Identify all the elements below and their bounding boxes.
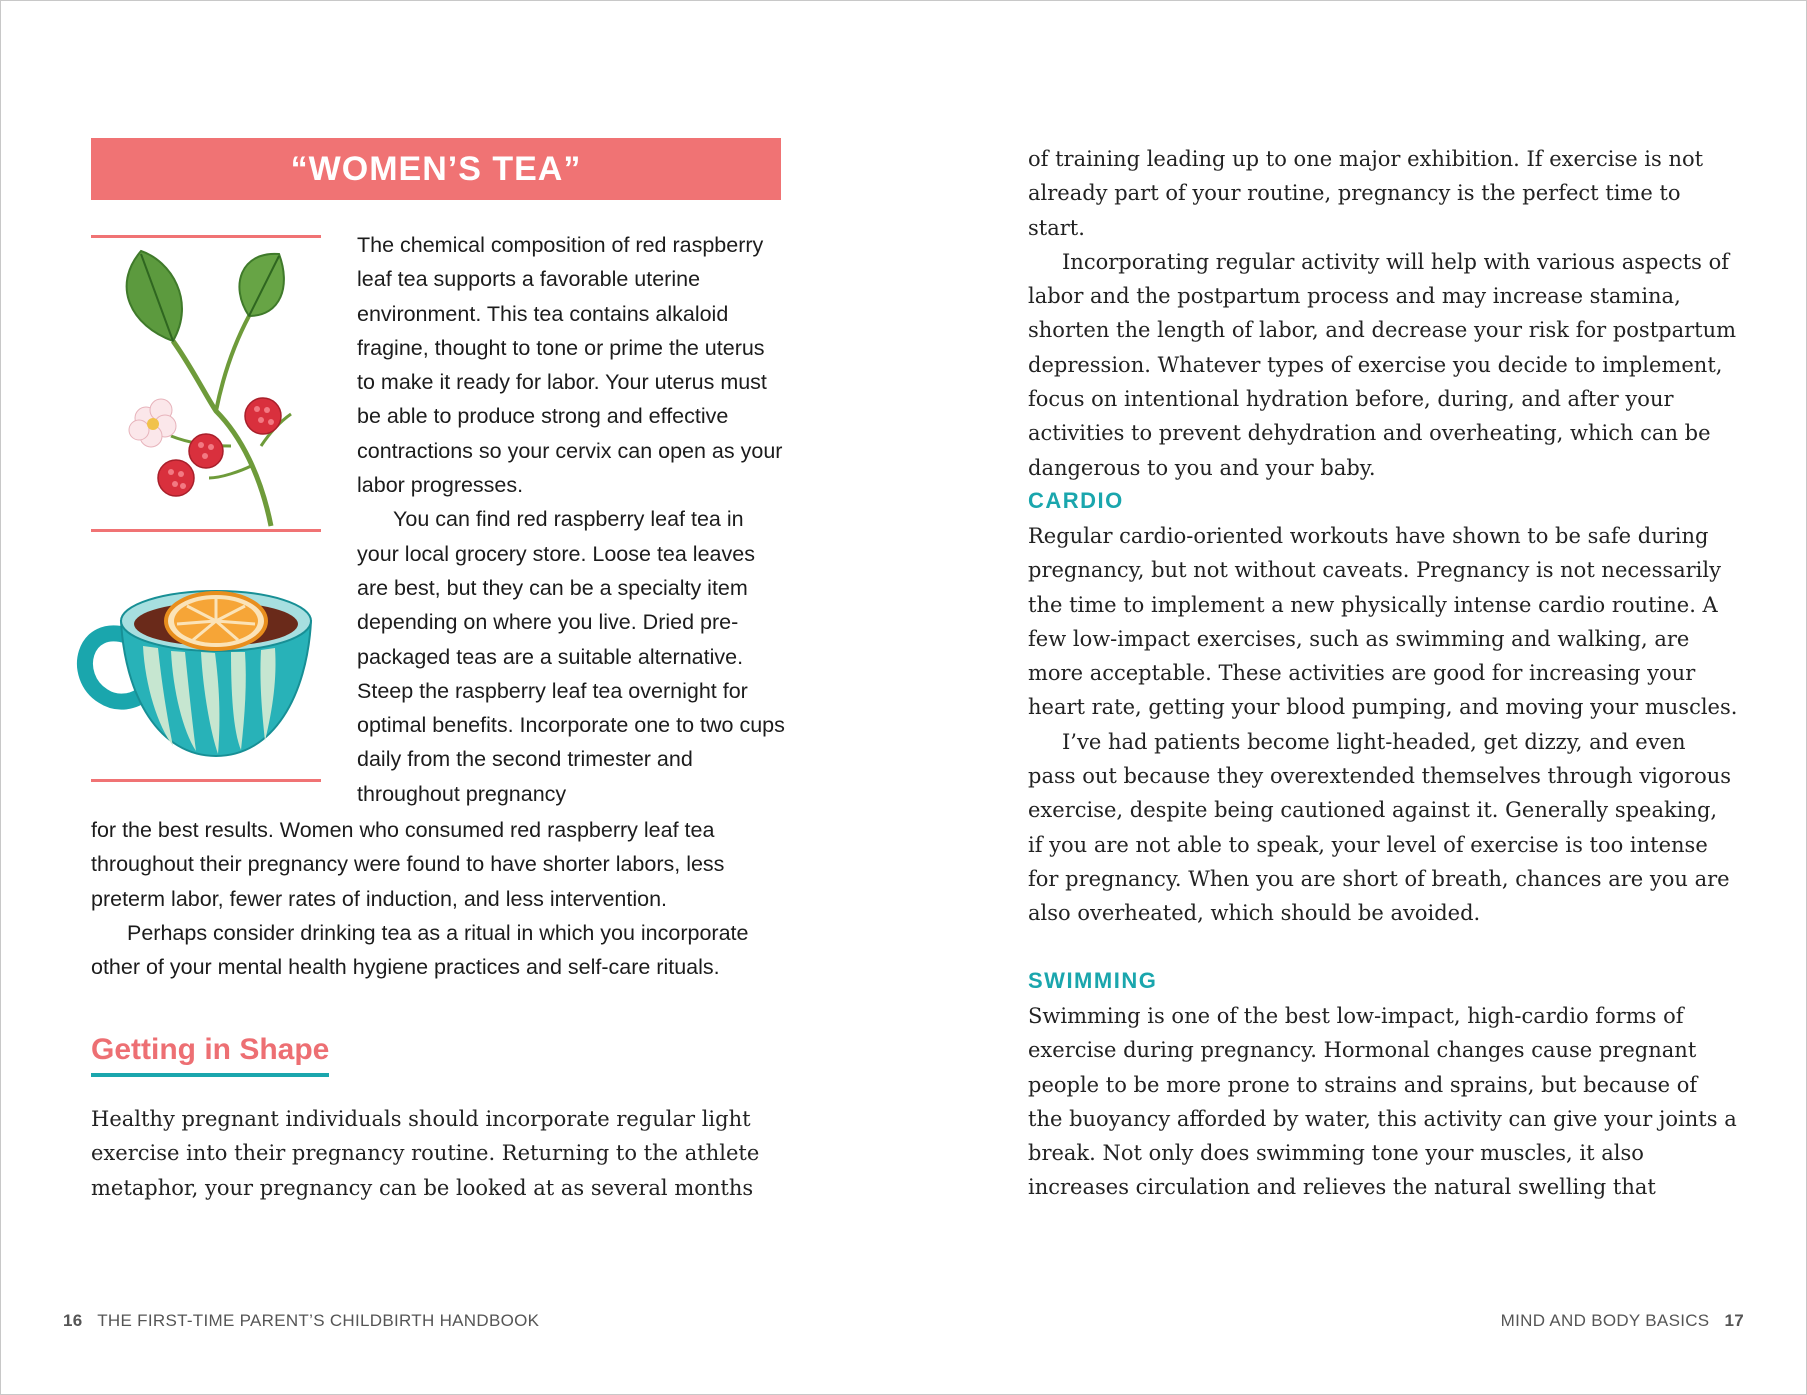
book-title: THE FIRST-TIME PARENT’S CHILDBIRTH HANDBOOK	[97, 1311, 540, 1330]
cardio-heading: CARDIO	[1028, 488, 1124, 513]
tea-cup-icon	[73, 566, 318, 766]
activity-paragraph: Incorporating regular activity will help with various aspects of labor and the postpartum process and may increase stamina, shorten the length of labor, and decrease your risk for postpartum depression. Whatever types of exercise you decide to implement, focus on intentional hydration before, during, and after your activities to prevent dehydration and overheating, which can be dangerous to you and your baby.	[1028, 249, 1737, 480]
getting-in-shape-paragraph: Healthy pregnant individuals should incorporate regular light exercise into their pregnancy routine. Returning to the athlete metaphor, your pregnancy can be looked at as several months	[91, 1107, 760, 1200]
tea-text-block	[357, 228, 787, 811]
raspberry-branch-icon	[111, 246, 311, 531]
chapter-title: MIND AND BODY BASICS	[1500, 1311, 1710, 1330]
right-page-number: 17	[1724, 1311, 1744, 1330]
left-page-number: 16	[63, 1311, 83, 1330]
right-intro	[1028, 142, 1738, 485]
divider-bottom	[91, 779, 321, 782]
flower-icon	[129, 399, 176, 447]
tea-paragraph-3: Perhaps consider drinking tea as a ritual in which you incorporate other of your mental health hygiene practices and self-care rituals.	[91, 920, 749, 980]
cardio-section	[1028, 519, 1738, 931]
tea-paragraph-1: The chemical composition of red raspberry leaf tea supports a favorable uterine environment. This tea contains alkaloid fragine, thought to tone or prime the uterus to make it ready for labor. Your uterus must be able to produce strong and effective contractions so your cervix can open as your labor progresses.	[357, 233, 783, 498]
swimming-heading: SWIMMING	[1028, 968, 1158, 993]
tea-text-wide	[91, 813, 791, 984]
tea-paragraph-2-continued: for the best results. Women who consumed red raspberry leaf tea throughout their pregnancy were found to have shorter labors, less preterm labor, fewer rates of induction, and less intervention.	[91, 818, 725, 911]
cardio-paragraph-1: Regular cardio-oriented workouts have shown to be safe during pregnancy, but not without caveats. Pregnancy is not necessarily the time to implement a new physically intense cardio routine. A few low-impact exercises, such as swimming and walking, are more acceptable. These activities are good for increasing your heart rate, getting your blood pumping, and moving your muscles.	[1028, 524, 1738, 720]
left-footer	[53, 1311, 539, 1331]
tea-paragraph-2: You can find red raspberry leaf tea in your local grocery store. Loose tea leaves are best, but they can be a specialty item depending on where you live. Dried pre-packaged teas are a suitable alternative. Steep the raspberry leaf tea overnight for optimal benefits. Incorporate one to two cups daily from the second trimester and throughout pregnancy	[357, 507, 785, 806]
swimming-paragraph: Swimming is one of the best low-impact, high-cardio forms of exercise during pregnancy. Hormonal changes cause pregnant people to be more prone to strains and sprains, but because of the buoyancy afforded by water, this activity can give your joints a break. Not only does swimming tone your muscles, it also increases circulation and relieves the natural swelling that	[1028, 1004, 1737, 1200]
cardio-paragraph-2: I’ve had patients become light-headed, get dizzy, and even pass out because they overextended themselves through vigorous exercise, despite being cautioned against it. Generally speaking, if you are not able to speak, your level of exercise is too intense for pregnancy. When you are short of breath, chances are you are also overheated, which should be avoided.	[1028, 729, 1732, 926]
section-body	[91, 1102, 811, 1205]
right-footer	[1501, 1311, 1754, 1331]
continued-paragraph: of training leading up to one major exhibition. If exercise is not already part of your routine, pregnancy is the perfect time to start.	[1028, 147, 1704, 240]
swimming-section	[1028, 999, 1738, 1205]
section-heading: Getting in Shape	[91, 1033, 329, 1077]
divider-top	[91, 235, 321, 238]
sidebar-title: “WOMEN’S TEA”	[91, 138, 781, 200]
orange-slice-icon	[166, 593, 266, 649]
